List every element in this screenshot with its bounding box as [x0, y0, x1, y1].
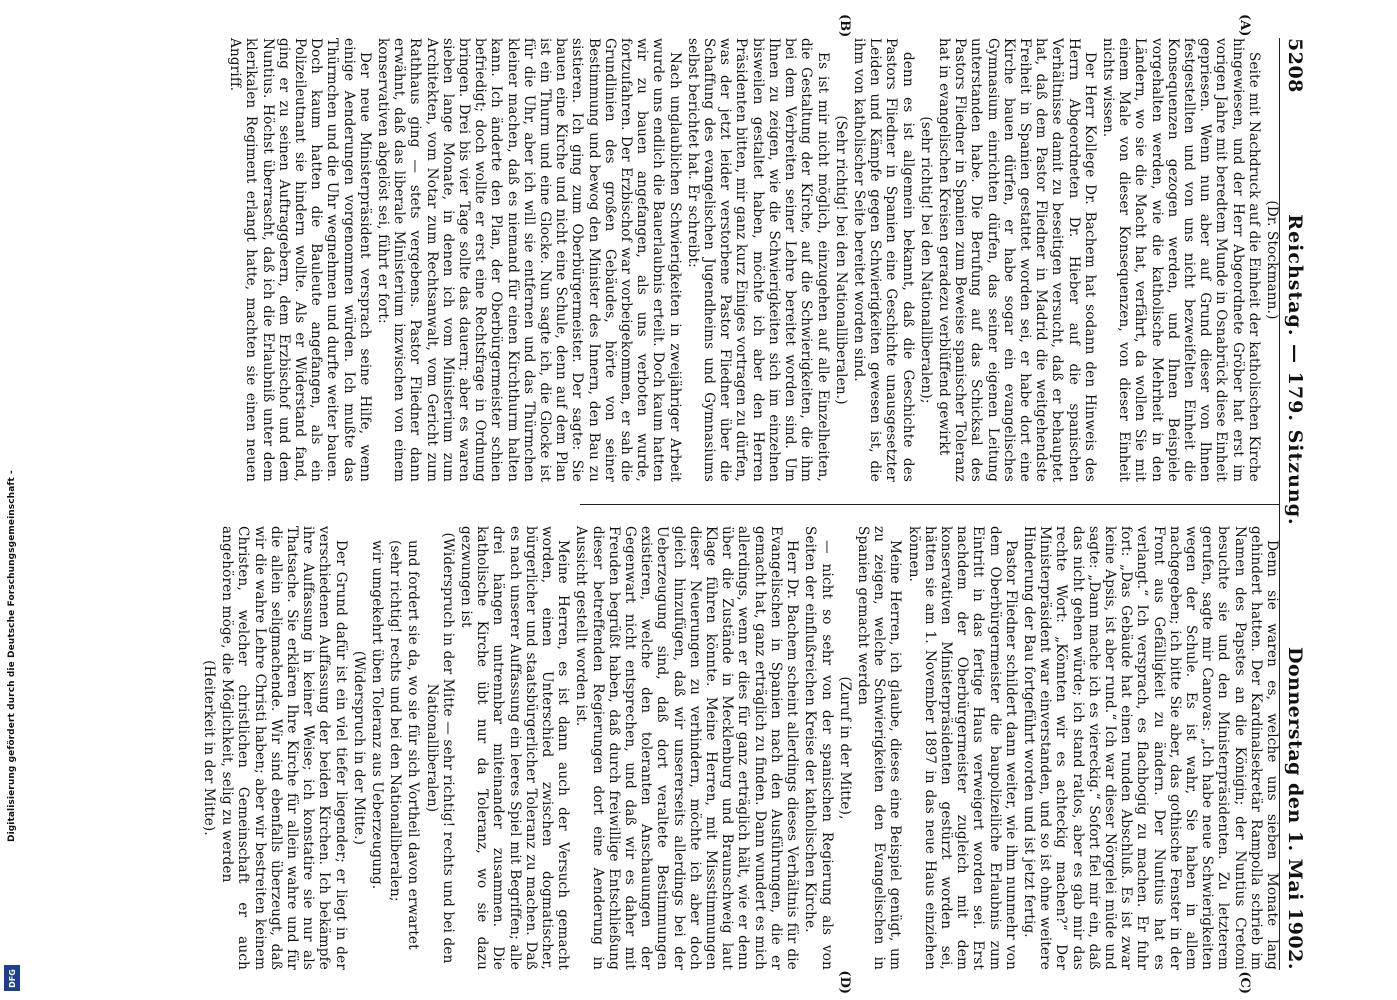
paragraph: (sehr richtig! rechts und bei den Nationalliberalen;	[387, 540, 404, 902]
margin-marker-b: (B)	[837, 14, 852, 38]
dfg-logo-icon: DFG	[4, 965, 20, 991]
session-date: Donnerstag den 1. Mai 1902.	[1284, 647, 1306, 970]
paragraph: — nicht so sehr von der spanischen Regierung als von Seiten der einflußreichen Kreise der katholischen Kirche.	[802, 526, 835, 970]
page-title: Reichstag. — 179. Sitzung.	[1284, 214, 1306, 526]
paragraph: denn es ist allgemein bekannt, daß die Geschichte des Pastors Fliedner in Spanien eine Geschichte unausgesetzter Leiden und Kämpfe gegen Schwierigkeiten gewesen ist, die ihm von katholischer Seite bereitet worden sind.	[850, 38, 916, 482]
paragraph: (Widerspruch in der Mitte.)	[350, 650, 367, 846]
paragraph: Herr Dr. Bachem scheint allerdings dieses Verhältnis für die Evangelischen in Spanien nach den Ausführungen, die er gemacht hat, ganz erträglich zu finden. Dann wundert es mich allerdings, wenn er dies für ganz erträglich hält, wie er denn über die Zustände in Mecklenburg und Braunschweig laut Klage führen könnte. Meine Herren, mit Missstimmungen dieser Neuerungen zu verhindern, möchte ich aber doch gleich hinzufügen, daß wir unsererseits allerdings bei der Ueberzeugung sind, daß dort veraltete Bestimmungen existieren, welche den toleranten Anschauungen der Gegenwart nicht entsprechen, und daß wir es daher mit Freuden begrüßt haben, daß durch freiwillige Entschließung dieser betreffenden Regierungen dort eine Aenderung in Aussicht gestellt worden ist.	[573, 526, 801, 970]
paragraph: Seite mit Nachdruck auf die Einheit der katholischen Kirche hingewiesen, und der Herr Abgeordnete Gröber hat erst im vorigen Jahre mit beredtem Munde in Osnabrück diese Einheit gepriesen. Wenn nun aber auf Grund dieser von Ihnen festgestellten und von uns nicht bezweifelten Einheit die Konsequenzen gezogen werden, und Ihnen Beispiele vorgehalten werden, wie die katholische Mehrheit in den Ländern, wo sie die Macht hat, verfährt, da wollen Sie mit einem Male von dieser Konsequenzen, von dieser Einheit nichts wissen.	[1099, 38, 1262, 482]
paragraph: (Heiterkeit in der Mitte).	[201, 660, 217, 836]
paragraph: (Zuruf in der Mitte),	[836, 676, 853, 820]
page-number: 5208	[1284, 38, 1306, 93]
paragraph: Denn sie waren es, welche uns sieben Monate lang gehindert hatten. Der Kardinalsekretär Rampolla schrieb im Namen des Papstes an die Königin; der Nuntius Cretoni besuchte sie und den Ministerpräsidenten. Zu letzterem gerufen, sagte mir Canovas: „Ich habe neue Schwierigkeiten wegen der Schule. Es ist wahr, Sie haben in allem nachgegeben; ich bitte Sie aber, das gothische Fenster in der Front aus Gefälligkeit zu ändern. Der Nuntius hat es verlangt.“ Ich versprach, es flachbogig zu machen. Er fuhr fort: „Das Gebäude hat einen runden Abschluß. Es ist zwar keine Apsis, ist aber rund.“ Ich war dieser Nörgelei müde und sagte: „Dann mache ich es viereckig.“ Sofort fiel mir ein, daß das nicht gehen würde; ich stand ratlos, aber es gab mir das rechte Wort: „Könnten wir es achteckig machen?“ Der Ministerpräsident war einverstanden, und so ist ohne weitere Hinderung der Bau fortgeführt worden und ist jetzt fertig.	[1020, 526, 1280, 970]
paragraph: (Sehr richtig! bei den Nationalliberalen.)	[832, 115, 849, 405]
margin-marker-c: (C)	[1237, 971, 1252, 994]
paragraph: Meine Herren, ich glaube, dieses eine Beispiel genügt, um zu zeigen, welche Schwierigkeiten den Evangelischen in Spanien gemacht werden	[854, 526, 904, 970]
margin-marker-a: (A)	[1237, 14, 1252, 37]
margin-marker-d: (D)	[837, 970, 852, 994]
paragraph: Der Grund dafür ist ein viel tiefer liegender; er liegt in der verschiedenen Auffassung der beiden Kirchen. Ich bekämpfe ihre Auffassung in keiner Weise; ich konstatire sie nur als Thatsache. Sie erklären Ihre Kirche für allein wahre und für die allein seligmachende. Wir sind ebenfalls überzeugt, daß wir die wahre Lehre Christi haben; aber wir bestreiten keinem Christen, welcher christlichen Gemeinschaft er auch angehören möge, die Möglichkeit, selig zu werden	[219, 526, 349, 970]
paragraph: Pastor Fliedner schildert dann weiter, wie ihm nunmehr von dem Oberbürgermeister die baupolizeiliche Erlaubnis zum Eintritt in das fertige Haus verweigert worden sei. Erst nachdem der Oberbürgermeister zugleich mit dem konservativen Ministerpräsidenten gestürzt worden sei, hätten sie am 1. November 1897 in das neue Haus einziehen können.	[905, 526, 1019, 970]
paragraph: (sehr richtig! bei den Nationalliberalen);	[917, 116, 934, 404]
paragraph: Nach unglaublichen Schwierigkeiten in zweijähriger Arbeit wurde uns endlich die Bauerlaubnis erteilt. Doch kaum hatten wir zu bauen angefangen, als uns verboten wurde, fortzufahren. Der Erzbischof war vorbeigekommen, er sah die Grundlinien des großen Gebäudes, hörte von seiner Bestimmung und bewog den Minister des Innern, den Bau zu sistieren. Ich ging zum Oberbürgermeister. Der sagte: Sie bauen eine Kirche und nicht eine Schule, denn auf dem Plan ist ein Thurm und eine Glocke. Nun sagte ich, die Glocke ist für die Uhr, aber ich will sie entfernen und das Thürmchen kleiner machen, daß es niemand für einen Kirchthurm halten kann. Ich änderte den Plan, der Oberbürgermeister schien befriedigt; doch wollte er erst eine Rechtsfrage in Ordnung bringen. Drei bis vier Tage sollte das dauern; aber es waren sieben lange Monate, in denen ich vom Ministerium zum Architekten, vom Notar zum Rechtsanwalt, vom Gericht zum Rathhaus ging — stets vergebens. Pastor Fliedner dann erwähnt, daß das liberale Ministerium inzwischen von einem konservativen abgelöst sei, führt er fort:	[375, 38, 683, 482]
left-column	[0, 14, 1280, 504]
paragraph: wir umgekehrt üben Toleranz aus Ueberzeugung.	[369, 540, 386, 890]
paragraph: Der neue Ministerpräsident versprach seine Hilfe, wenn einige Aenderungen vorgenommen würden. Ich mußte das Thürmchen und die Uhr wegnehmen und durfte weiter bauen. Doch kaum hatten die Bauleute angefangen, als ein Polizeileutnant sie hindern wollte. Als er Widerstand fand, ging er zu seinen Auftraggebern, dem Erzbischof und dem Nuntius. Höchst überrascht, daß ich die Erlaubniß unter dem klerikalen Regiment erlangt hatte, machten sie einen neuen Angriff.	[227, 38, 373, 482]
digitization-credit: Digitalisierung gefördert durch die Deutsche Forschungsgemeinschaft -	[7, 470, 17, 842]
paragraph: und fordert sie da, wo sie für sich Vortheil davon erwartet	[405, 540, 422, 950]
paragraph: (Widerspruch in der Mitte — sehr richtig! rechts und bei den Nationalliberalen)	[423, 532, 456, 964]
paragraph: Der Herr Kollege Dr. Bachem hat sodann den Hinweis des Herrn Abgeordneten Dr. Hieber auf die spanischen Verhältnisse damit zu beseitigen versucht, daß er behauptet hat, daß dem Pastor Fliedner in Madrid die weitgehendste Freiheit in Spanien gestattet worden sei, er habe dort eine Kirche bauen dürfen, er habe sogar ein evangelisches Gymnasium einrichten dürfen, das seiner eigenen Leitung unterstanden habe. Die Berufung auf das Schicksal des Pastors Fliedner in Spanien zum Beweise spanischer Toleranz hat in evangelischen Kreisen geradezu verblüffend gewirkt	[935, 38, 1098, 482]
speaker-label: (Dr. Stockmann.)	[1264, 200, 1280, 320]
paragraph: Es ist mir nicht möglich, einzugehen auf alle Einzelheiten, die Gestaltung der Kirche, auf die Schwierigkeiten, die ihm bei dem Verbreiten seiner Lehre bereitet worden sind. Um Ihnen zu zeigen, wie die Schwierigkeiten sich im einzelnen bisweilen gestaltet haben, möchte ich aber den Herren Präsidenten bitten, mir ganz kurz Einiges vortragen zu dürfen, was der jetzt leider verstorbene Pastor Fliedner über die Schaffung des evangelischen Jugendheims und Gymnasiums selbst berichtet hat. Er schreibt:	[684, 38, 831, 482]
page-header	[1279, 38, 1306, 970]
paragraph: Meine Herren, es ist dann auch der Versuch gemacht worden, einen Unterschied zwischen dogmatischer, bürgerlicher und staatsbürgerlicher Toleranz zu machen. Daß es nach unserer Auffassung ein leeres Spiel mit Begriffen; alle drei hängen untrennbar miteinander zusammen. Die katholische Kirche übt nur da Toleranz, wo sie dazu gezwungen ist	[458, 526, 572, 970]
